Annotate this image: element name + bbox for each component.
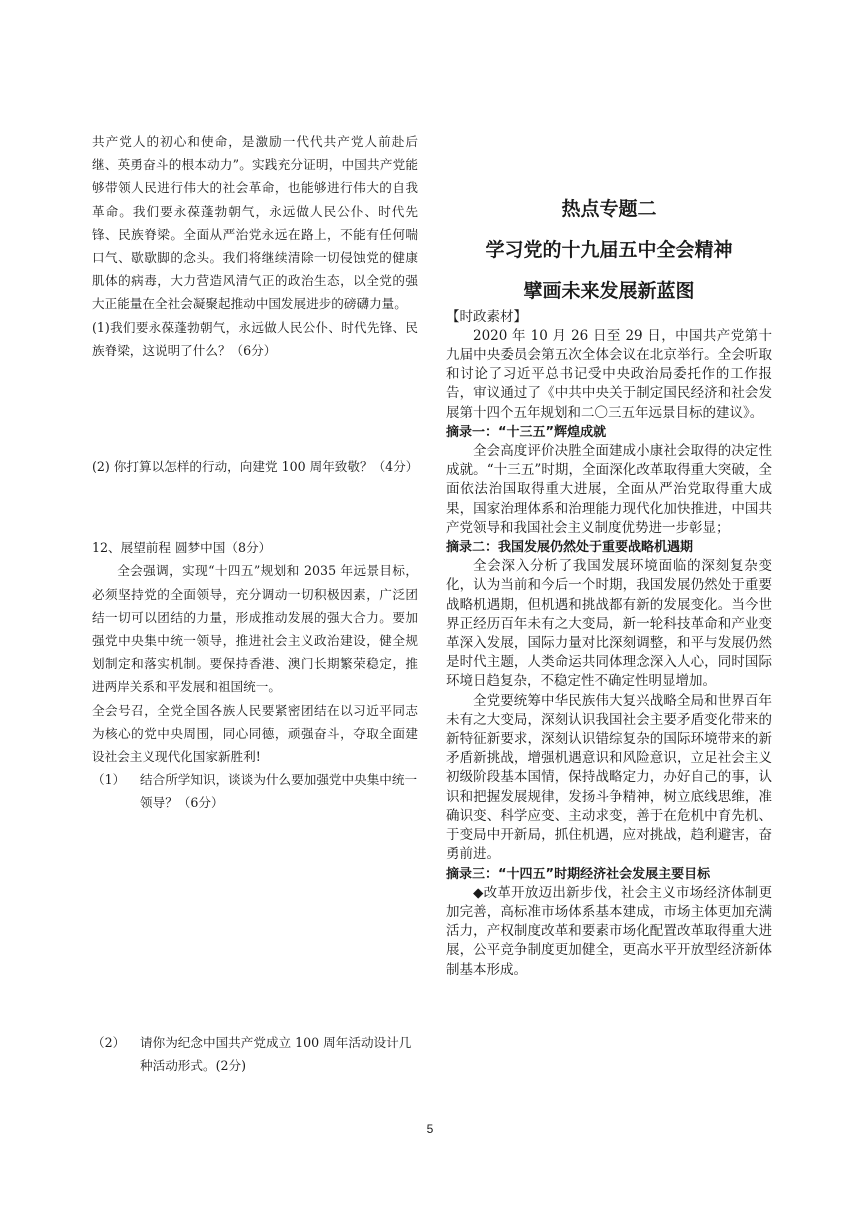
- topic-subtitle: 学习党的十九届五中全会精神: [485, 239, 733, 262]
- topic-subtitle-2: 擘画未来发展新蓝图: [523, 280, 695, 303]
- sub-question-2-text: 请你为纪念中国共产党成立 100 周年活动设计几种活动形式。(2分): [140, 1034, 412, 1073]
- excerpt-3-paragraph: ◆改革开放迈出新步伐，社会主义市场经济体制更加完善，高标准市场体系基本建成，市场主体更加充满活力，产权制度改革和要素市场化配置改革取得重大进展，公平竞争制度更加健全，更高水平开放型经济新体制基本形成。: [446, 884, 772, 978]
- page-number: 5: [426, 1122, 434, 1136]
- section-label: 【时政素材】: [446, 308, 527, 325]
- right-column: [446, 200, 772, 980]
- question-12-paragraph-2: 全会号召，全党全国各族人民要紧密团结在以习近平同志为核心的党中央周围，同心同德，顽强奋斗，夺取全面建设社会主义现代化国家新胜利!: [92, 702, 418, 765]
- excerpt-1-heading: 摘录一：“十三五”辉煌成就: [446, 424, 607, 440]
- excerpt-1-paragraph: 全会高度评价决胜全面建成小康社会取得的决定性成就。“十三五”时期，全面深化改革取得重大突破，全面依法治国取得重大进展，全面从严治党取得重大成果，国家治理体系和治理能力现代化加快推进，中国共产党领导和我国社会主义制度优势进一步彰显；: [446, 443, 772, 536]
- sub-question-1-text: 结合所学知识，谈谈为什么要加强党中央集中统一领导？（6分）: [140, 772, 418, 811]
- excerpt-2-heading: 摘录二：我国发展仍然处于重要战略机遇期: [446, 540, 694, 556]
- topic-title: 热点专题二: [561, 198, 657, 220]
- question-12-paragraph-1: 全会强调，实现“十四五”规划和 2035 年远景目标，必须坚持党的全面领导，充分调动一切积极因素，广泛团结一切可以团结的力量，形成推动发展的强大合力。要加强党中央集中统一领导，推进社会主义政治建设，健全规划制定和落实机制。要保持香港、澳门长期繁荣稳定，推进两岸关系和平发展和祖国统一。: [92, 563, 418, 695]
- sub-question-1: [92, 768, 418, 814]
- question-2: (2) 你打算以怎样的行动，向建党 100 周年致敬？（4分）: [92, 459, 419, 475]
- question-12-title: 12、展望前程 圆梦中国（8分）: [92, 540, 272, 556]
- excerpt-2-paragraph-1: 全会深入分析了我国发展环境面临的深刻复杂变化，认为当前和今后一个时期，我国发展仍然处于重要战略机遇期，但机遇和挑战都有新的发展变化。当今世界正经历百年未有之大变局，新一轮科技革命和产业变革深入发展，国际力量对比深刻调整，和平与发展仍然是时代主题，人类命运共同体理念深入人心，同时国际环境日趋复杂，不稳定性不确定性明显增加。: [446, 558, 772, 690]
- excerpt-2-paragraph-2: 全党要统筹中华民族伟大复兴战略全局和世界百年未有之大变局，深刻认识我国社会主要矛盾变化带来的新特征新要求，深刻认识错综复杂的国际环境带来的新矛盾新挑战，增强机遇意识和风险意识，立足社会主义初级阶段基本国情，保持战略定力，办好自己的事，认识和把握发展规律，发扬斗争精神，树立底线思维，准确识变、科学应变、主动求变，善于在危机中育先机、于变局中开新局，抓住机遇，应对挑战，趋利避害，奋勇前进。: [446, 692, 772, 863]
- intro-paragraph: 2020 年 10 月 26 日至 29 日，中国共产党第十九届中央委员会第五次全体会议在北京举行。全会听取和讨论了习近平总书记受中央政治局委托作的工作报告，审议通过了《中共中央关于制定国民经济和社会发展第十四个五年规划和二〇三五年远景目标的建议》。: [446, 327, 772, 421]
- sub-question-2-number: （2）: [92, 1034, 126, 1050]
- left-paragraph-1: 共产党人的初心和使命，是激励一代代共产党人前赴后继、英勇奋斗的根本动力”。实践充分证明，中国共产党能够带领人民进行伟大的社会革命，也能够进行伟大的自我革命。我们要永葆蓬勃朝气，永远做人民公仆、时代先锋、民族脊梁。全面从严治党永远在路上，不能有任何喘口气、歇歇脚的念头。我们将继续清除一切侵蚀党的健康肌体的病毒，大力营造风清气正的政治生态，以全党的强大正能量在全社会凝聚起推动中国发展进步的磅礴力量。: [92, 134, 418, 312]
- excerpt-3-heading: 摘录三：“十四五”时期经济社会发展主要目标: [446, 866, 711, 882]
- left-column: [92, 130, 418, 1077]
- sub-question-1-number: （1）: [92, 772, 126, 788]
- sub-question-2: [92, 1031, 418, 1077]
- question-1: (1)我们要永葆蓬勃朝气，永远做人民公仆、时代先锋、民族脊梁，这说明了什么？（6分）: [92, 319, 418, 358]
